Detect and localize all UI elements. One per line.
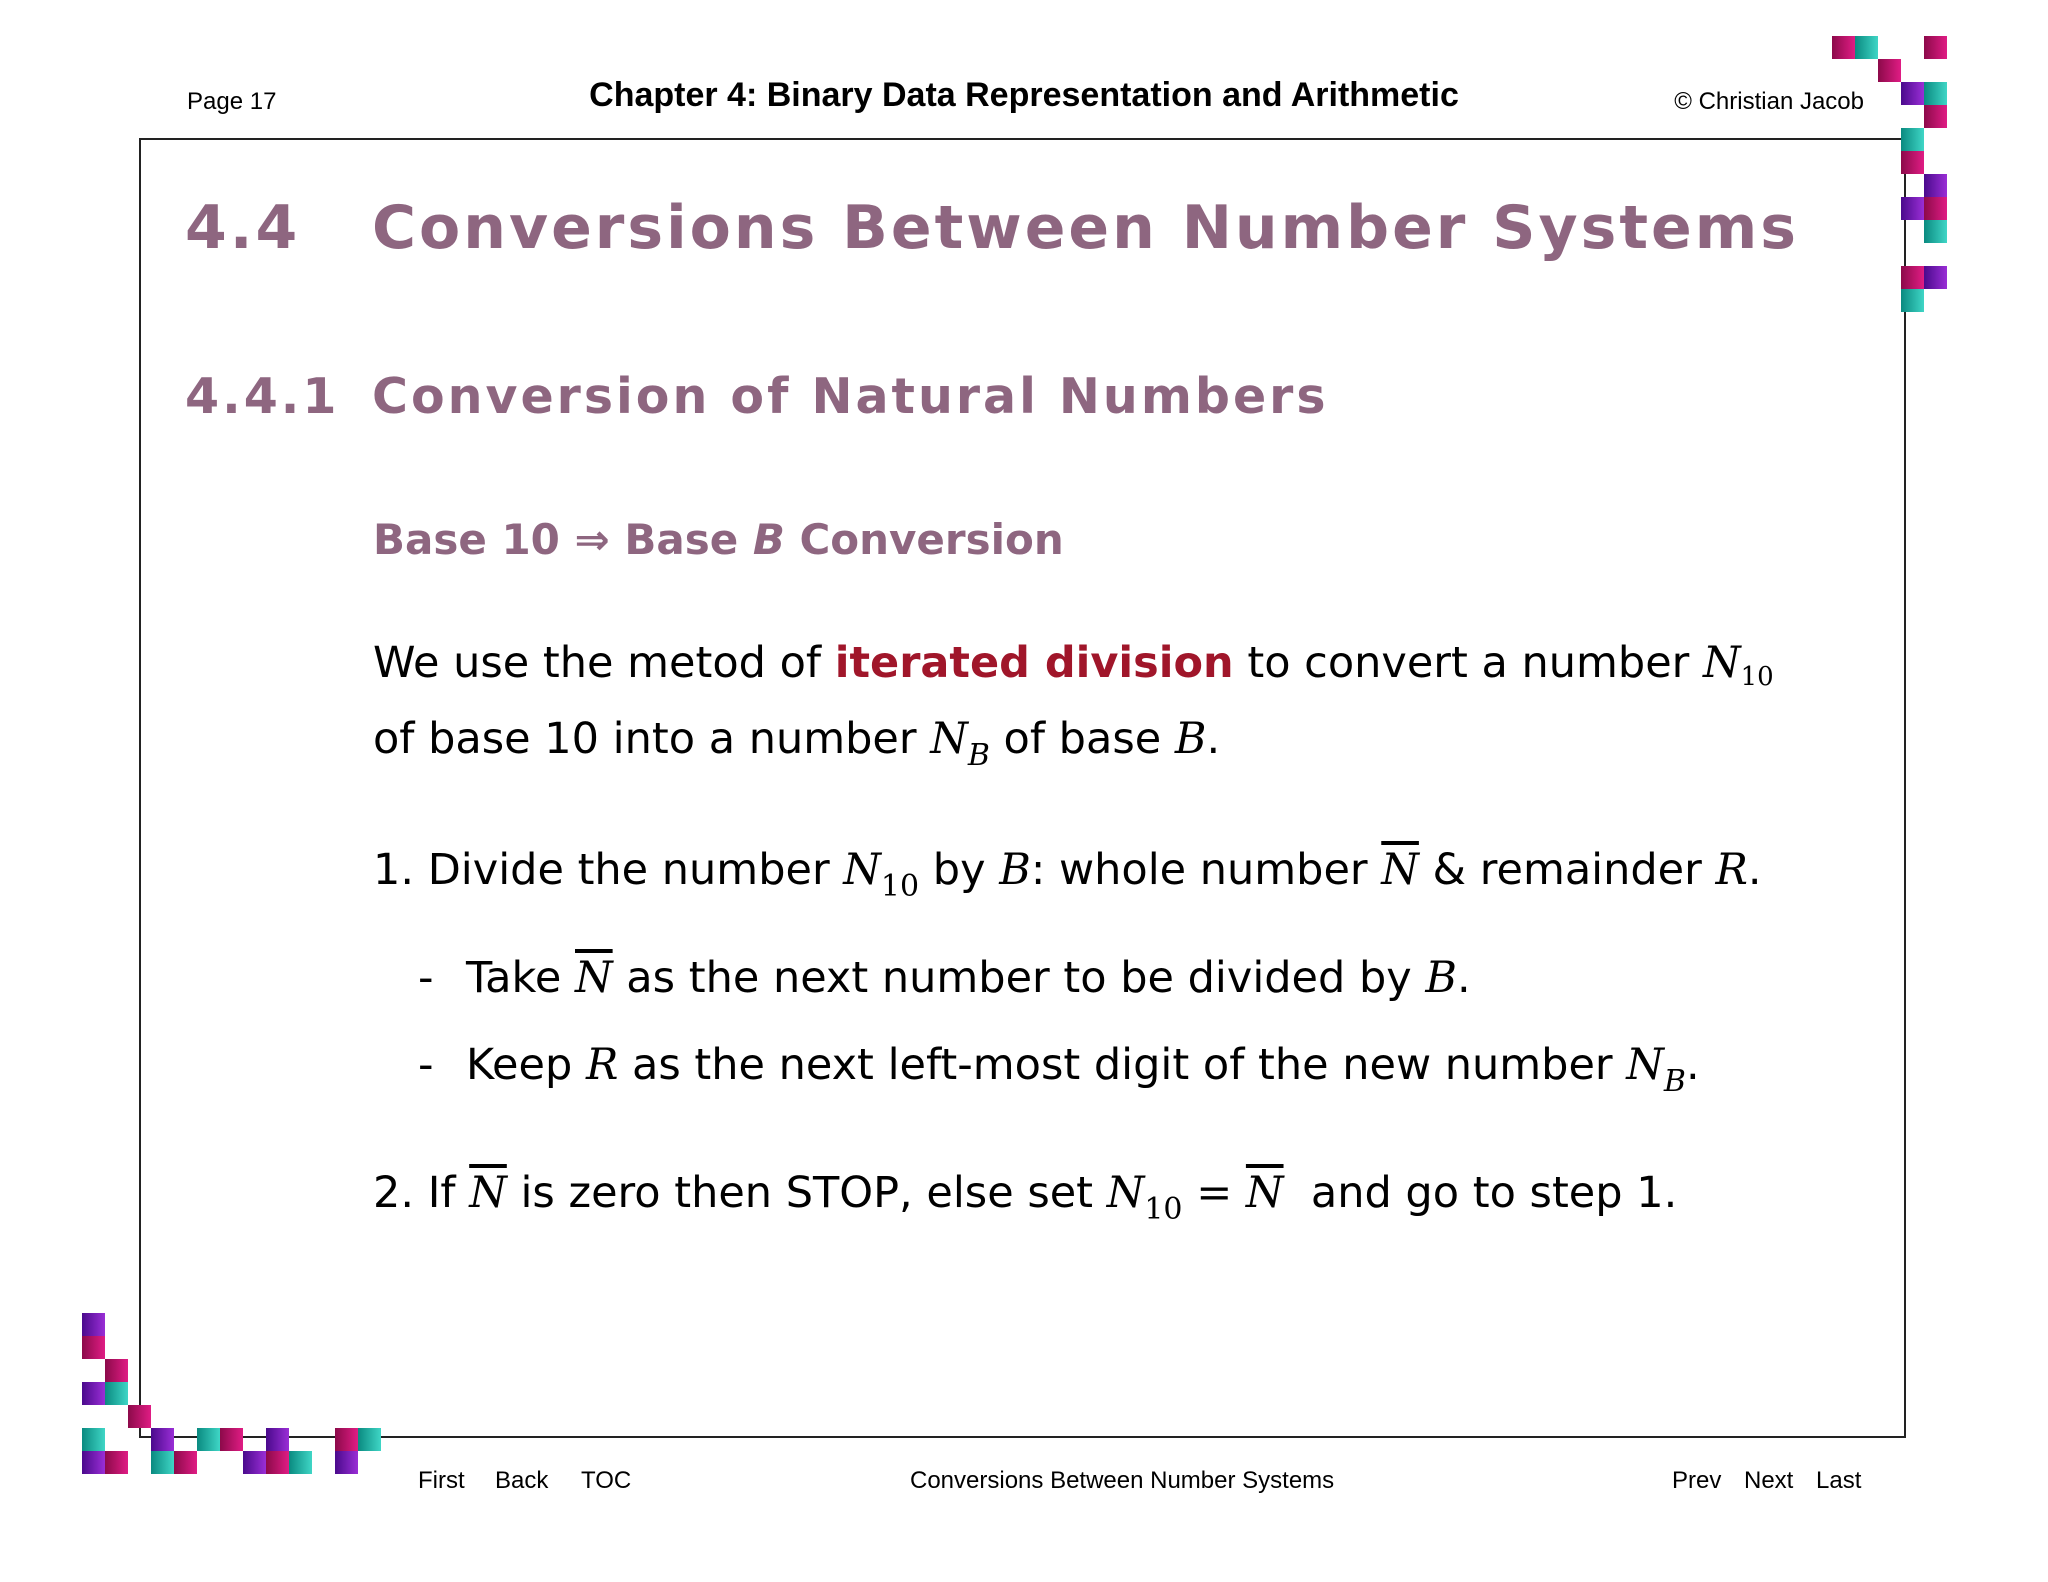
math-var: N [1106,1168,1145,1218]
page-number: Page 17 [187,88,277,115]
math-var: N [1626,1040,1664,1090]
math-nbar: $\overline{N}$ [1245,1168,1284,1218]
chapter-title: Chapter 4: Binary Data Representation and Arithmetic [589,76,1459,114]
math-nbar: $\overline{N}$ [469,1168,507,1218]
step-text: by [919,845,1000,895]
section-title: Conversions Between Number Systems [372,193,1799,263]
math-var: B [1174,714,1207,764]
math-var: N [843,845,881,895]
math-eq: = [1182,1168,1246,1218]
nav-last-link[interactable]: Last [1816,1467,1862,1494]
bullet-keep [418,1040,1700,1099]
heading-suffix: Conversion [784,515,1064,564]
intro-paragraph [373,628,1813,779]
math-sub: B [967,738,990,773]
bullet-dash: - [418,953,434,1003]
math-var: R [585,1040,619,1090]
bullet-text: as the next left-most digit of the new number [618,1040,1627,1090]
nav-toc-link[interactable]: TOC [581,1467,632,1494]
math-nbar: $\overline{N}$ [575,953,613,1003]
math-var: B [1425,953,1457,1003]
heading-prefix: Base 10 ⇒ Base [373,515,753,564]
nav-back-link[interactable]: Back [495,1467,549,1494]
footer-title: Conversions Between Number Systems [910,1467,1335,1494]
step-2 [373,1168,1678,1227]
bullet-text: as the next number to be divided by [612,953,1426,1003]
para-text: to convert a number [1233,638,1703,688]
bullet-take [418,953,1471,1003]
subsection-title: Conversion of Natural Numbers [372,368,1329,425]
math-var: N [1703,638,1741,688]
slide-frame [139,138,1906,1438]
section-number: 4.4 [185,193,301,263]
para-text: of base [989,714,1175,764]
conversion-heading [373,515,1064,564]
math-sub: 10 [880,869,920,904]
math-sub: 10 [1740,662,1774,692]
step-text: . [1747,845,1762,895]
bullet-text: . [1685,1040,1700,1090]
nav-next-link[interactable]: Next [1744,1467,1794,1494]
para-text: of base 10 into a number [373,714,931,764]
math-sub: B [1663,1064,1686,1099]
para-text: We use the metod of [373,638,835,688]
math-var: R [1715,845,1748,895]
step-text: & remainder [1418,845,1716,895]
math-var: N [930,714,968,764]
step-text: 1. Divide the number [373,845,844,895]
bullet-text: Take [466,953,575,1003]
subsection-number: 4.4.1 [185,368,340,425]
copyright-notice: © Christian Jacob [1674,88,1864,115]
highlight-term: iterated division [834,638,1234,688]
math-var: B [999,845,1031,895]
step-text: 2. If [373,1168,470,1218]
nav-prev-link[interactable]: Prev [1672,1467,1722,1494]
para-text: . [1206,714,1221,764]
step-text: is zero then STOP, else set [506,1168,1107,1218]
nav-first-link[interactable]: First [418,1467,465,1494]
math-nbar: $\overline{N}$ [1381,845,1419,895]
bullet-dash: - [418,1040,434,1090]
bullet-text: Keep [466,1040,586,1090]
math-sub: 10 [1144,1192,1183,1227]
step-1 [373,845,1762,904]
bullet-text: . [1457,953,1471,1003]
step-text: : whole number [1030,845,1382,895]
heading-var: B [752,515,785,564]
step-text: and go to step 1. [1283,1168,1678,1218]
